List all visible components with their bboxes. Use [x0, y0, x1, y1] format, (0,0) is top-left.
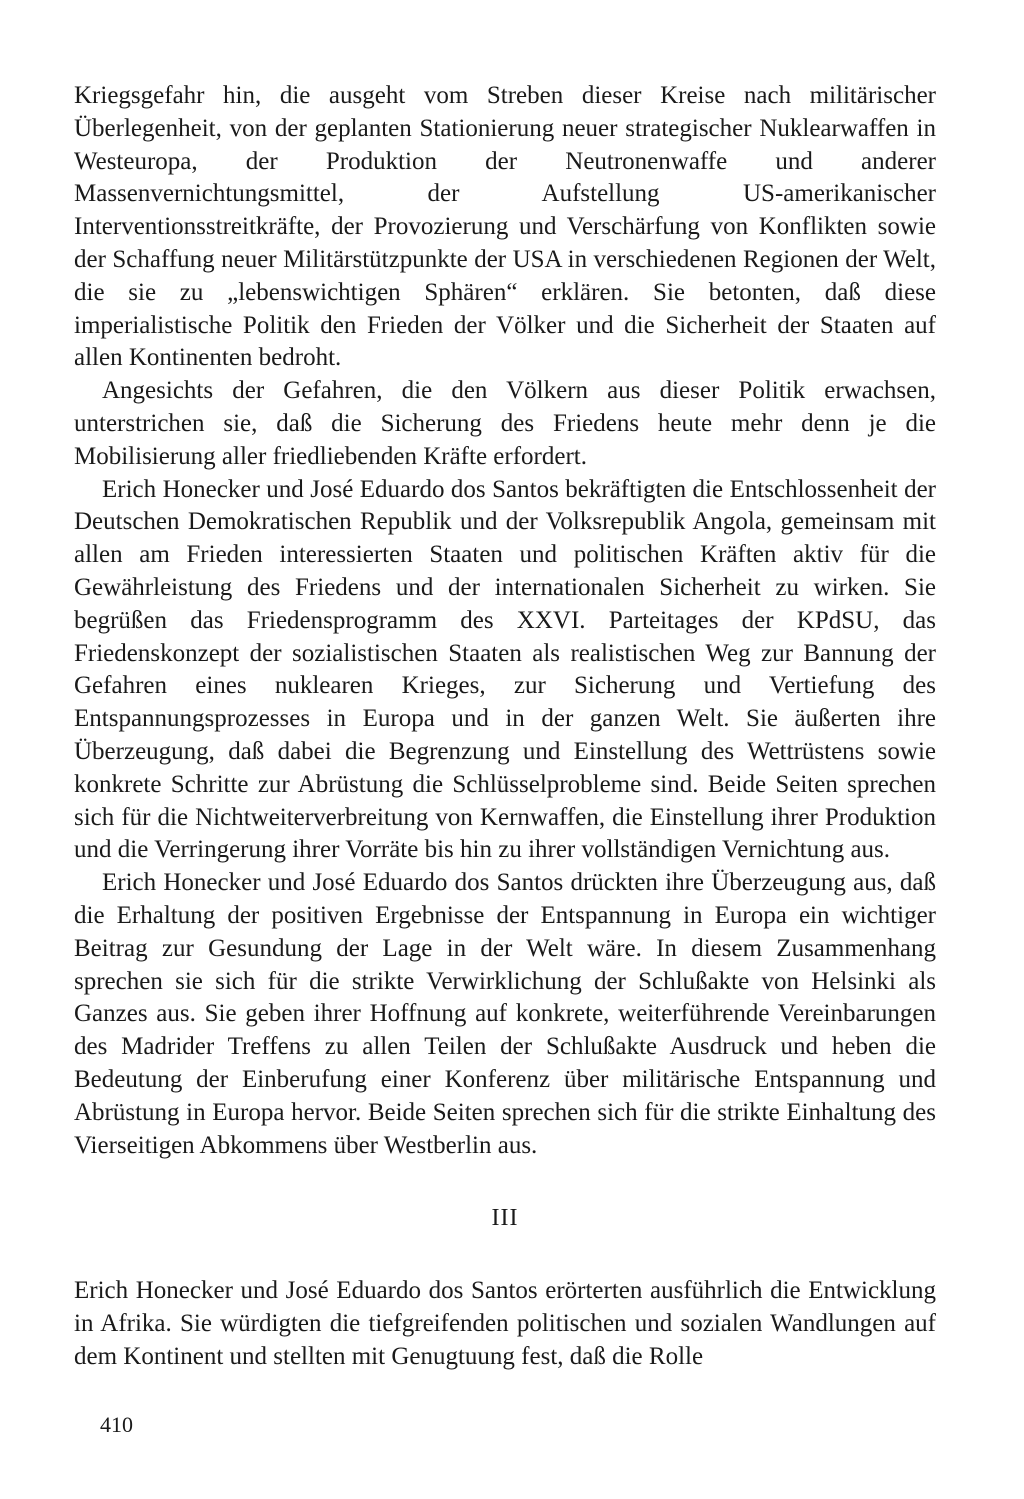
section-heading: III: [491, 1205, 519, 1232]
paragraph-dangers: Angesichts der Gefahren, die den Völkern aus dieser Politik erwachsen, unterstrichen sie, daß die Sicherung des Friedens heute mehr denn je die Mobilisierung aller friedliebenden Kräfte erfordert.: [74, 377, 936, 470]
paragraph-europe-detente: Erich Honecker und José Eduardo dos Santos drückten ihre Überzeugung aus, daß die Erhaltung der positiven Ergebnisse der Entspannung in Europa ein wichtiger Beitrag zur Gesundung der Lage in der Welt wäre. In diesem Zusammenhang sprechen sie sich für die strikte Verwirklichung der Schlußakte von Helsinki als Ganzes aus. Sie geben ihrer Hoffnung auf konkrete, weiterführende Vereinbarungen des Madrider Treffens zu allen Teilen der Schlußakte Ausdruck und heben die Bedeutung der Einberufung einer Konferenz über militärische Entspannung und Abrüstung in Europa hervor. Beide Seiten sprechen sich für die strikte Einhaltung des Vierseitigen Abkommens über Westberlin aus.: [74, 869, 936, 1159]
paragraph-continuation: Kriegsgefahr hin, die ausgeht vom Streben dieser Kreise nach militärischer Überlegenheit, von der geplanten Stationierung neuer strategischer Nuklearwaffen in Westeuropa, der Produktion der Neutronenwaffe und anderer Massenvernichtungsmittel, der Aufstellung US-amerikanischer Interventionsstreitkräfte, der Provozierung und Verschärfung von Konflikten sowie der Schaffung neuer Militärstützpunkte der USA in verschiedenen Regionen der Welt, die sie zu „lebenswichtigen Sphären“ erklären. Sie betonten, daß diese imperialistische Politik den Frieden der Völker und die Sicherheit der Staaten auf allen Kontinenten bedroht.: [74, 82, 936, 372]
paragraph-africa: Erich Honecker und José Eduardo dos Santos erörterten ausführlich die Entwicklung in Afrika. Sie würdigten die tiefgreifenden politischen und sozialen Wandlungen auf dem Kontinent und stellten mit Genugtuung fest, daß die Rolle: [74, 1277, 936, 1370]
paragraph-determination: Erich Honecker und José Eduardo dos Santos bekräftigten die Entschlossenheit der Deutschen Demokratischen Republik und der Volksrepublik Angola, gemeinsam mit allen am Frieden interessierten Staaten und politischen Kräften aktiv für die Gewährleistung des Friedens und der internationalen Sicherheit zu wirken. Sie begrüßen das Friedensprogramm des XXVI. Parteitages der KPdSU, das Friedenskonzept der sozialistischen Staaten als realistischen Weg zur Bannung der Gefahren eines nuklearen Krieges, zur Sicherung und Vertiefung des Entspannungsprozesses in Europa und in der ganzen Welt. Sie äußerten ihre Überzeugung, daß dabei die Begrenzung und Einstellung des Wettrüstens sowie konkrete Schritte zur Abrüstung die Schlüsselprobleme sind. Beide Seiten sprechen sich für die Nichtweiterverbreitung von Kernwaffen, die Einstellung ihrer Produktion und die Verringerung ihrer Vorräte bis hin zu ihrer vollständigen Vernichtung aus.: [74, 475, 936, 864]
document-page: [74, 80, 936, 1373]
page-number: 410: [100, 1412, 133, 1437]
